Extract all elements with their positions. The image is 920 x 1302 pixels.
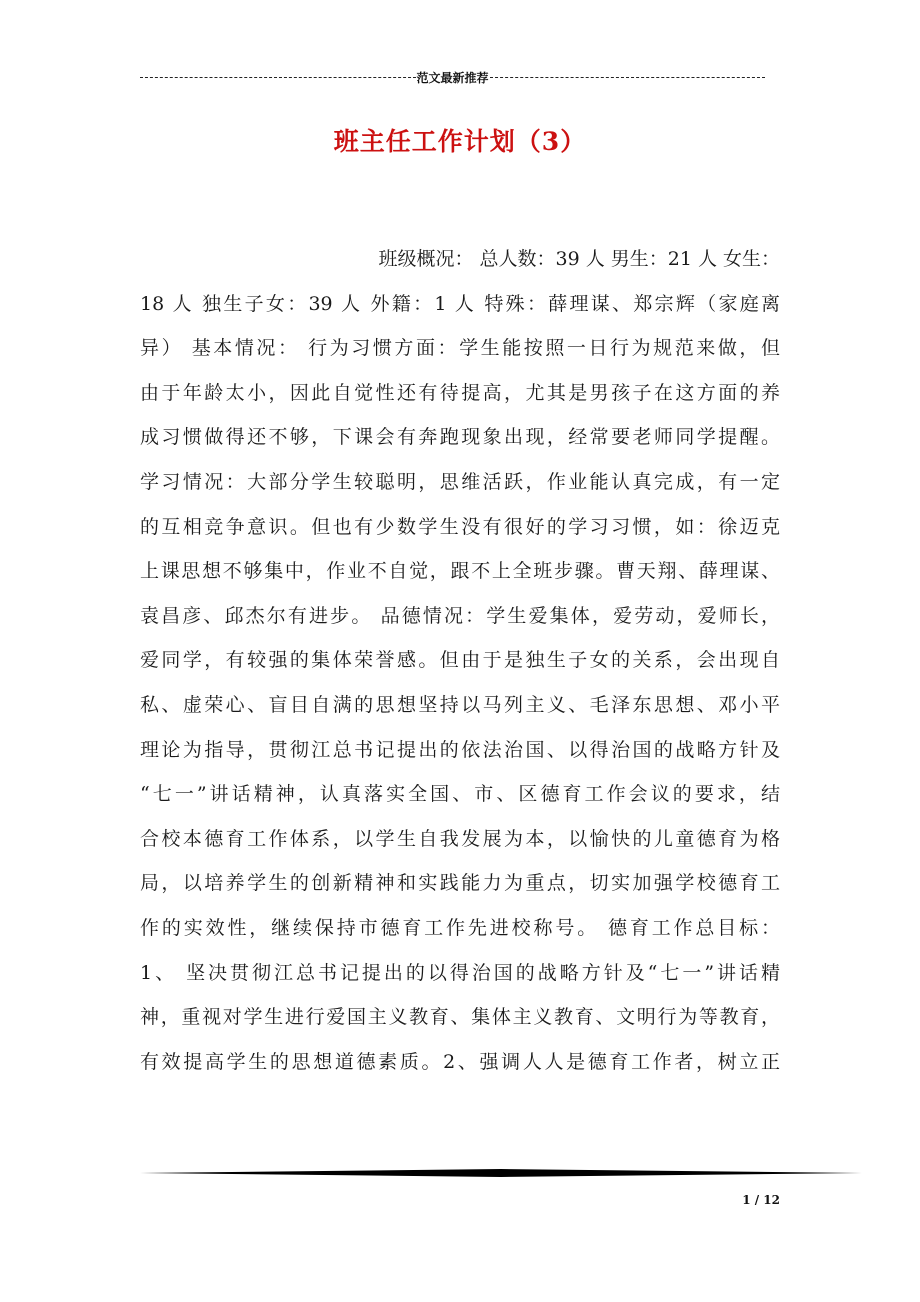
document-title: 班主任工作计划（3） <box>333 127 587 156</box>
header-dash-left <box>140 77 416 78</box>
footer-divider-shape <box>140 1168 862 1178</box>
body-line: 作的实效性，继续保持市德育工作先进校称号。 德育工作总目标： <box>140 916 780 939</box>
body-line: 成习惯做得还不够，下课会有奔跑现象出现，经常要老师同学提醒。 <box>140 426 780 449</box>
body-line: 1、 坚决贯彻江总书记提出的以得治国的战略方针及“七一”讲话精 <box>140 961 780 984</box>
header-label: 范文最新推荐 <box>416 70 489 85</box>
body-line: 私、虚荣心、盲目自满的思想坚持以马列主义、毛泽东思想、邓小平 <box>140 693 780 716</box>
body-line: 由于年龄太小，因此自觉性还有待提高，尤其是男孩子在这方面的养 <box>140 381 780 404</box>
body-line: 上课思想不够集中，作业不自觉，跟不上全班步骤。曹天翔、薛理谋、 <box>140 560 780 583</box>
body-line: 局，以培养学生的创新精神和实践能力为重点，切实加强学校德育工 <box>140 872 780 895</box>
document-body <box>140 237 780 1084</box>
header-dash-right <box>490 77 765 78</box>
body-line: 的互相竞争意识。但也有少数学生没有很好的学习习惯，如：徐迈克 <box>140 515 780 538</box>
body-line: 异） 基本情况： 行为习惯方面：学生能按照一日行为规范来做，但 <box>140 337 780 360</box>
body-line: 学习情况：大部分学生较聪明，思维活跃，作业能认真完成，有一定 <box>140 470 780 493</box>
body-line: 合校本德育工作体系，以学生自我发展为本，以愉快的儿童德育为格 <box>140 827 780 850</box>
page-header <box>140 68 765 86</box>
body-line: 18 人 独生子女：39 人 外籍：1 人 特殊：薛理谋、郑宗辉（家庭离 <box>140 292 780 315</box>
body-line: 爱同学，有较强的集体荣誉感。但由于是独生子女的关系，会出现自 <box>140 649 780 672</box>
body-line: 神，重视对学生进行爱国主义教育、集体主义教育、文明行为等教育， <box>140 1006 780 1029</box>
body-line: “七一”讲话精神，认真落实全国、市、区德育工作会议的要求，结 <box>140 783 780 806</box>
body-line: 有效提高学生的思想道德素质。2、强调人人是德育工作者，树立正 <box>140 1050 780 1073</box>
body-line: 班级概况： 总人数：39 人 男生：21 人 女生： <box>378 248 780 270</box>
body-line: 理论为指导，贯彻江总书记提出的依法治国、以得治国的战略方针及 <box>140 738 780 761</box>
page-number: 1 / 12 <box>742 1193 780 1207</box>
body-line: 袁昌彦、邱杰尔有进步。 品德情况：学生爱集体，爱劳动，爱师长， <box>140 604 780 627</box>
footer-divider <box>140 1168 862 1178</box>
